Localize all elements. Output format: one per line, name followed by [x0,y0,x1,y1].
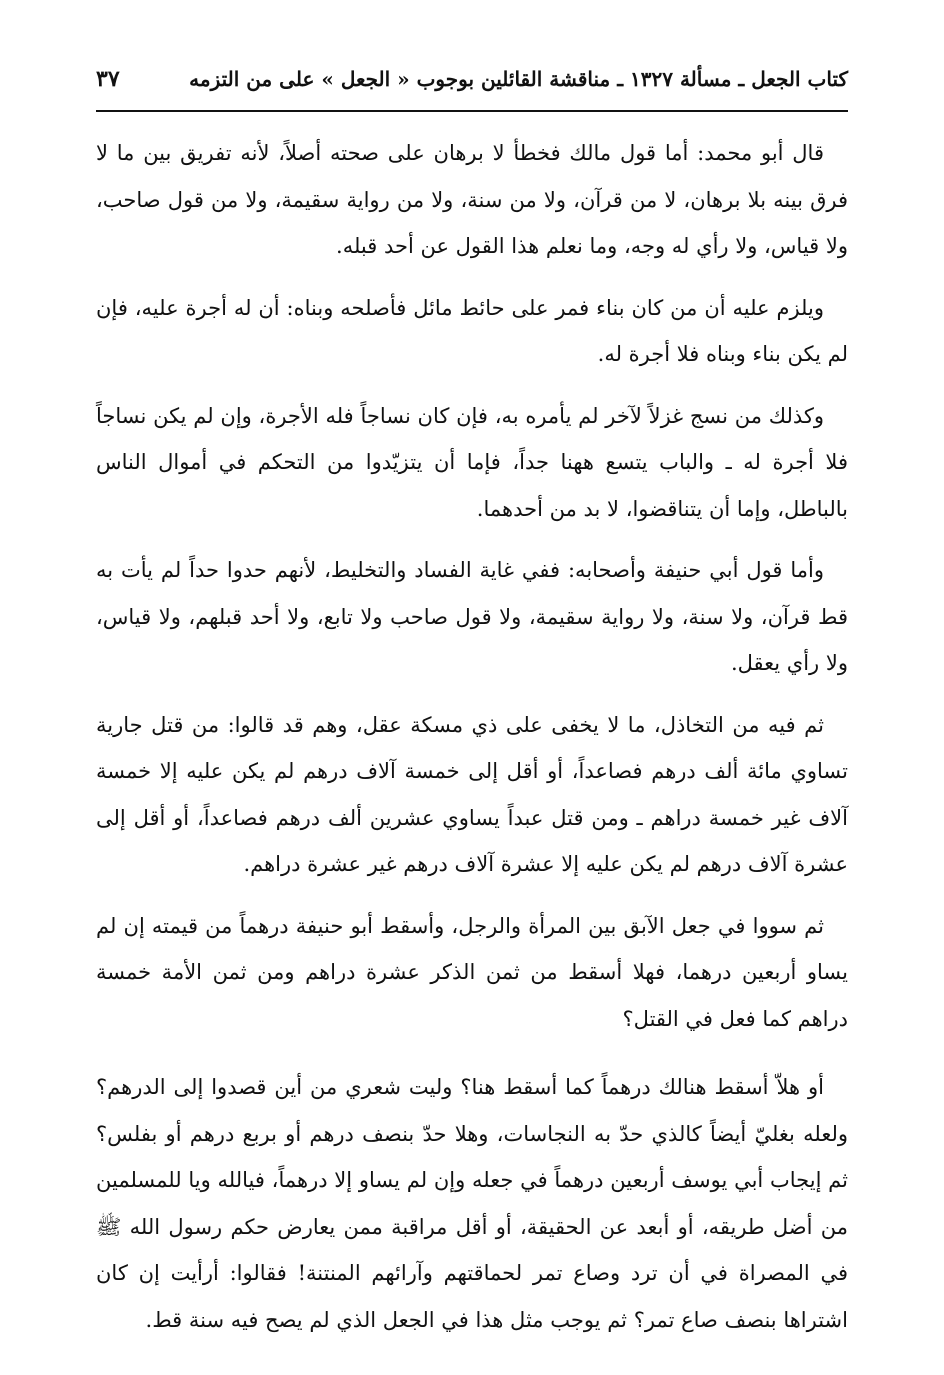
running-title: كتاب الجعل ـ مسألة ١٣٢٧ ـ مناقشة القائلين بوجوب « الجعل » على من التزمه [189,67,848,91]
running-header [96,62,848,112]
page-number: ٣٧ [96,66,120,92]
paragraph: أو هلاّ أسقط هنالك درهماً كما أسقط هنا؟ وليت شعري من أين قصدوا إلى الدرهم؟ ولعله بغليّ أيضاً كالذي حدّ به النجاسات، وهلا حدّ بنصف درهم أو بربع درهم أو بفلس؟ ثم إيجاب أبي يوسف أربعين درهماً في جعله وإن لم يساو إلا درهماً، فيالله ويا للمسلمين من أضل طريقه، أو أبعد عن الحقيقة، أو أقل مراقبة ممن يعارض حكم رسول الله ﷺ في المصراة في أن ترد وصاع تمر لحماقتهم وآرائهم المنتنة! فقالوا: أرأيت إن كان اشتراها بنصف صاع تمر؟ ثم يوجب مثل هذا في الجعل الذي لم يصح فيه سنة قط. [96,1075,848,1332]
paragraph: ثم فيه من التخاذل، ما لا يخفى على ذي مسكة عقل، وهم قد قالوا: من قتل جارية تساوي مائة ألف درهم فصاعداً، أو أقل إلى خمسة آلاف درهم لم يكن عليه إلا خمسة آلاف غير خمسة دراهم ـ ومن قتل عبداً يساوي عشرين ألف درهم فصاعداً، أو أقل إلى عشرة آلاف درهم لم يكن عليه إلا عشرة آلاف درهم غير عشرة دراهم. [96,712,848,876]
paragraph: ويلزم عليه أن من كان بناء فمر على حائط مائل فأصلحه وبناه: أن له أجرة عليه، فإن لم يكن بناء وبناه فلا أجرة له. [96,295,848,366]
body-text [96,130,848,1343]
paragraph: ثم سووا في جعل الآبق بين المرأة والرجل، وأسقط أبو حنيفة درهماً من قيمته إن لم يساو أربعين درهما، فهلا أسقط من ثمن الذكر عشرة دراهم ومن ثمن الأمة خمسة دراهم كما فعل في القتل؟ [96,913,848,1031]
paragraph: قال أبو محمد: أما قول مالك فخطأ لا برهان على صحته أصلاً، لأنه تفريق بين ما لا فرق بينه بلا برهان، لا من قرآن، ولا من سنة، ولا من رواية سقيمة، ولا من قول صاحب، ولا قياس، ولا رأي له وجه، وما نعلم هذا القول عن أحد قبله. [96,141,848,258]
paragraph: وكذلك من نسج غزلاً لآخر لم يأمره به، فإن كان نساجاً فله الأجرة، وإن لم يكن نساجاً فلا أجرة له ـ والباب يتسع ههنا جداً، فإما أن يتزيّدوا من التحكم في أموال الناس بالباطل، وإما أن يتناقضوا، لا بد من أحدهما. [96,403,848,521]
paragraph: وأما قول أبي حنيفة وأصحابه: ففي غاية الفساد والتخليط، لأنهم حدوا حداً لم يأت به قط قرآن، ولا سنة، ولا رواية سقيمة، ولا قول صاحب ولا تابع، ولا أحد قبلهم، ولا قياس، ولا رأي يعقل. [96,558,848,675]
book-page [96,62,848,1343]
